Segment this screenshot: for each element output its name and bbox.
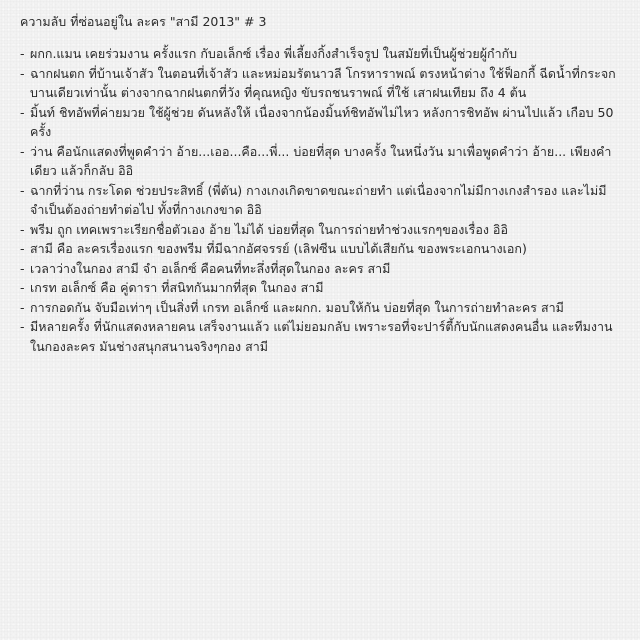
note-title: ความลับ ที่ซ่อนอยู่ใน ละคร "สามี 2013" # 3 — [20, 14, 267, 29]
list-item — [20, 103, 622, 142]
bullet-dash: - — [20, 182, 25, 198]
bullet-dash: - — [20, 260, 25, 276]
list-item — [20, 142, 622, 181]
list-item-text: ฉากที่ว่าน กระโดด ช่วยประสิทธิ์ (พี่ตัน) กางเกงเกิดขาดขณะถ่ายทำ แต่เนื่องจากไม่มีกางเกงสำรอง และไม่มีจำเป็นต้องถ่ายทำต่อไป ทั้งที่กางเกงขาด อิอิ — [30, 182, 607, 217]
trivia-list — [20, 44, 622, 356]
list-item — [20, 259, 622, 279]
list-item-text: เวลาว่างในกอง สามี จำ อเล็กซ์ คือคนที่ทะลึ่งที่สุดในกอง ละคร สามี — [30, 260, 391, 276]
list-item — [20, 278, 622, 298]
list-item-text: ฉากฝนตก ที่บ้านเจ้าสัว ในตอนที่เจ้าสัว และหม่อมรัตนาวลี โกรหาราพณ์ ตรงหน้าต่าง ใช้ฟ็อกกี้ ฉีดน้ำที่กระจก บานเดียวเท่านั้น ต่างจากฉากฝนตกที่วัง ที่คุณหญิง ขับรถชนราพณ์ ที่ใช้ เสาฝนเทียม ถึง 4 ต้น — [30, 65, 616, 100]
list-item — [20, 181, 622, 220]
list-item-text: เกรท อเล็กซ์ คือ คู่ดารา ที่สนิทกันมากที่สุด ในกอง สามี — [30, 280, 324, 295]
list-item-text: ว่าน คือนักแสดงที่พูดคำว่า อ้าย...เออ...คือ...พี่... บ่อยที่สุด บางครั้ง ในหนึ่งวัน มาเพื่อพูดคำว่า อ้าย... เพียงคำเดียว แล้วก็กลับ อิอิ — [30, 143, 612, 178]
list-item-text: มีหลายครั้ง ที่นักแสดงหลายคน เสร็จงานแล้ว แต่ไม่ยอมกลับ เพราะรอที่จะปาร์ตี้กับนักแสดงคนอื่น และทีมงาน ในกองละคร มันช่างสนุกสนานจริงๆกอง สามี — [30, 319, 613, 354]
list-item — [20, 64, 622, 103]
bullet-dash: - — [20, 46, 25, 61]
bullet-dash: - — [20, 143, 25, 159]
list-item — [20, 220, 622, 240]
bullet-dash: - — [20, 280, 25, 295]
bullet-dash: - — [20, 299, 25, 315]
bullet-dash: - — [20, 241, 25, 256]
bullet-dash: - — [20, 65, 25, 81]
bullet-dash: - — [20, 104, 25, 120]
bullet-dash: - — [20, 221, 25, 237]
list-item — [20, 298, 622, 318]
list-item — [20, 44, 622, 64]
list-item-text: พรีม ถูก เทคเพราะเรียกชื่อตัวเอง อ้าย ไม่ได้ บ่อยที่สุด ในการถ่ายทำช่วงแรกๆของเรื่อง อิอิ — [30, 221, 508, 237]
list-item-text: มิ้นท์ ชิทอัพที่ค่ายมวย ใช้ผู้ช่วย ดันหลังให้ เนื่องจากน้องมิ้นท์ชิทอัพไม่ไหว หลังการชิทอัพ ผ่านไปแล้ว เกือบ 50 ครั้ง — [30, 104, 614, 139]
list-item — [20, 317, 622, 356]
list-item-text: ผกก.แมน เคยร่วมงาน ครั้งแรก กับอเล็กซ์ เรื่อง พี่เลี้ยงกิ้งสำเร็จรูป ในสมัยที่เป็นผู้ช่วยผู้กำกับ — [30, 46, 518, 61]
list-item-text: สามี คือ ละครเรื่องแรก ของพรีม ที่มีฉากอัศจรรย์ (เลิฟซีน แบบได้เสียกัน ของพระเอกนางเอก) — [30, 241, 527, 256]
list-item — [20, 239, 622, 259]
bullet-dash: - — [20, 319, 25, 334]
list-item-text: การกอดกัน จับมือเท่าๆ เป็นสิ่งที่ เกรท อเล็กซ์ และผกก. มอบให้กัน บ่อยที่สุด ในการถ่ายทำละคร สามี — [30, 299, 564, 315]
